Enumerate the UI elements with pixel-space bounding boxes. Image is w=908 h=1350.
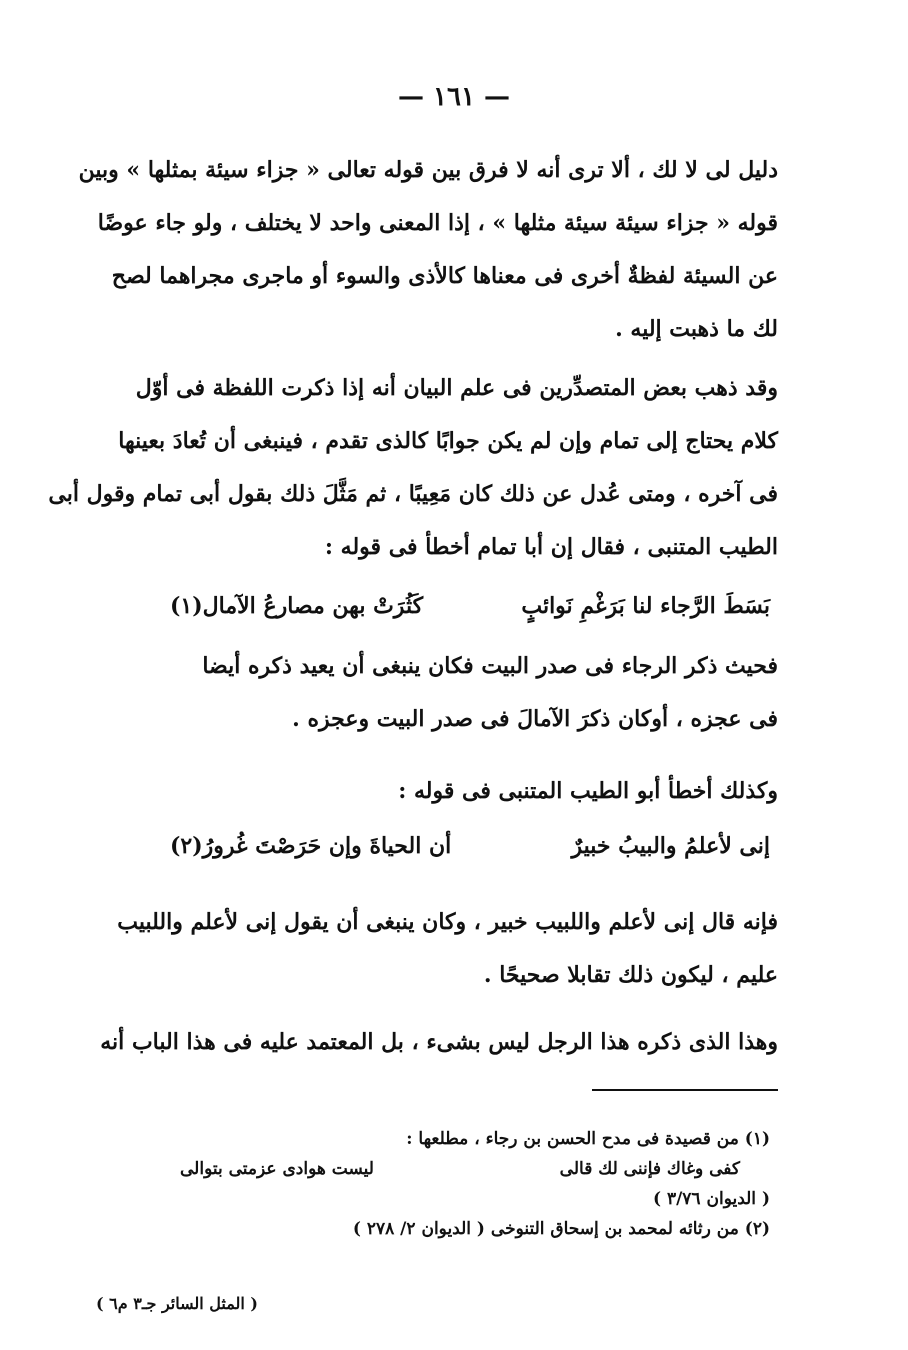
text-line: وهذا الذى ذكره هذا الرجل ليس بشىء ، بل المعتمد عليه فى هذا الباب أنه [100, 1029, 778, 1055]
verse-first-hemistich: بَسَطَ الرَّجاء لنا بَرَغْمِ نَوائبٍ [521, 593, 770, 619]
text-line: عليم ، ليكون ذلك تقابلا صحيحًا . [483, 962, 778, 988]
verse-second-hemistich: كَثُرَتْ بهن مصارعُ الآمال(١) [170, 593, 424, 619]
text-line: الطيب المتنبى ، فقال إن أبا تمام أخطأ فى قوله : [324, 534, 778, 560]
page-number: — ١٦١ — [397, 82, 511, 112]
text-line: دليل لى لا لك ، ألا ترى أنه لا فرق بين قوله تعالى « جزاء سيئة بمثلها » وبين [78, 157, 778, 183]
text-line: فإنه قال إنى لأعلم واللبيب خبير ، وكان ينبغى أن يقول إنى لأعلم واللبيب [117, 909, 778, 935]
footnote-separator [592, 1089, 778, 1091]
verse-abu-tammam [170, 586, 770, 626]
text-line: فحيث ذكر الرجاء فى صدر البيت فكان ينبغى أن يعيد ذكره أيضا [202, 653, 778, 679]
footnote-2: (٢) من رثائه لمحمد بن إسحاق التنوخى ( الديوان ٢/ ٢٧٨ ) [352, 1219, 770, 1239]
verse-second-hemistich: أن الحياةَ وإن حَرَصْتَ غُرورُ(٢) [170, 833, 452, 859]
footnote-verse-second: ليست هوادى عزمتى بتوالى [180, 1159, 374, 1179]
paragraph-5 [117, 896, 778, 1002]
text-line: عن السيئة لفظةٌ أخرى فى معناها كالأذى والسوء أو ماجرى مجراهما لصح [111, 263, 778, 289]
text-line: كلام يحتاج إلى تمام وإن لم يكن جوابًا كالذى تقدم ، فينبغى أن تُعادَ بعينها [118, 428, 778, 454]
verse-mutanabbi [170, 826, 770, 866]
text-line: فى عجزه ، أوكان ذكرَ الآمالَ فى صدر البيت وعجزه . [292, 706, 778, 732]
paragraph-2 [48, 362, 778, 574]
paragraph-3 [130, 640, 778, 746]
footnote-1-source: ( الديوان ٣/٧٦ ) [652, 1189, 770, 1209]
footnote-1-intro: (١) من قصيدة فى مدح الحسن بن رجاء ، مطلعها : [406, 1129, 770, 1149]
footnote-verse-first: كفى وغاك فإننى لك قالى [559, 1159, 740, 1179]
text-line: وكذلك أخطأ أبو الطيب المتنبى فى قوله : [398, 778, 778, 804]
paragraph-1 [78, 144, 778, 356]
text-line: قوله « جزاء سيئة سيئة مثلها » ، إذا المعنى واحد لا يختلف ، ولو جاء عوضًا [97, 210, 778, 236]
paragraph-6 [100, 1016, 778, 1069]
footnotes [170, 1124, 770, 1244]
footnote-1-verse [170, 1154, 770, 1184]
text-line: فى آخره ، ومتى عُدل عن ذلك كان مَعِيبًا ، ثم مَثَّلَ ذلك بقول أبى تمام وقول أبى [48, 481, 778, 507]
text-line: وقد ذهب بعض المتصدِّرين فى علم البيان أنه إذا ذكرت اللفظة فى أوّل [135, 375, 778, 401]
text-line: لك ما ذهبت إليه . [615, 316, 778, 342]
paragraph-4 [130, 765, 778, 818]
verse-first-hemistich: إنى لأعلمُ والبيبُ خبيرٌ [571, 833, 770, 859]
signature-label: ( المثل السائر جـ٣ م٦ ) [96, 1294, 258, 1313]
